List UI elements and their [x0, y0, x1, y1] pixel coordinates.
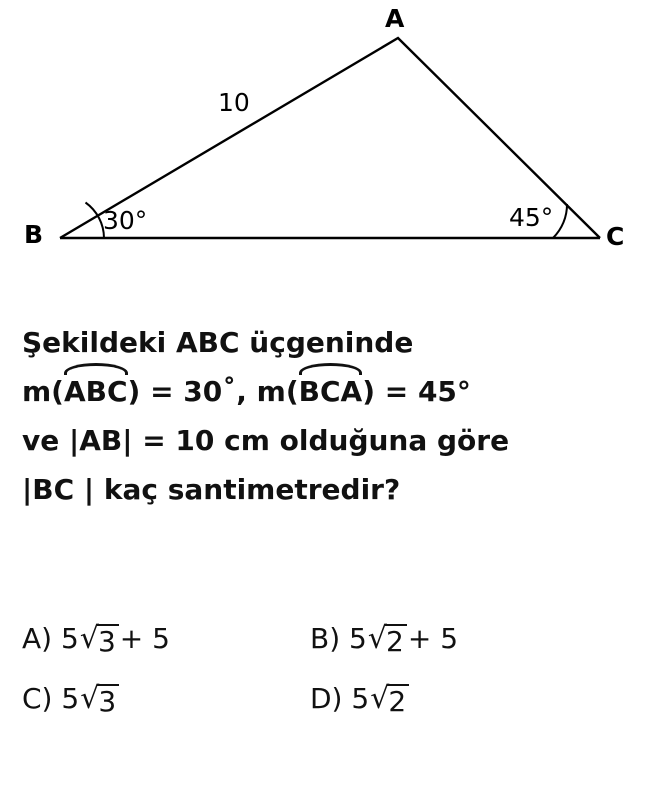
option-a-coefficient: 5	[60, 622, 79, 655]
question-line-2	[22, 367, 632, 416]
angle-bca-notation	[299, 367, 363, 416]
option-a-tail: + 5	[119, 622, 170, 655]
answer-options	[22, 622, 632, 742]
question-line2-prefix: m(	[22, 375, 64, 408]
option-b-radical	[367, 621, 407, 658]
vertex-label-a: A	[385, 4, 405, 33]
option-d-radicand: 2	[387, 684, 409, 717]
options-row-1	[22, 622, 632, 682]
angle-abc-notation	[64, 367, 128, 416]
question-line-1: Şekildeki ABC üçgeninde	[22, 326, 414, 359]
radical-sign-icon: √	[367, 621, 387, 656]
option-b-radicand: 2	[385, 624, 407, 657]
option-d-coefficient: 5	[351, 682, 370, 715]
vertex-label-c: C	[606, 222, 625, 251]
angle-arc-c	[553, 204, 567, 238]
radical-sign-icon: √	[370, 681, 390, 716]
option-b[interactable]	[310, 622, 458, 657]
option-a[interactable]	[22, 622, 310, 657]
option-c[interactable]	[22, 682, 310, 717]
option-d-label: D)	[310, 682, 343, 715]
option-b-tail: + 5	[407, 622, 459, 655]
question-line2-middle: ) = 30˚, m(	[127, 375, 299, 408]
angle-bca-letters: BCA	[298, 375, 363, 408]
option-c-radicand: 3	[97, 684, 119, 717]
angle-measure-c: 45°	[509, 203, 554, 232]
triangle-svg	[0, 0, 648, 285]
option-d-radical	[370, 681, 409, 718]
option-d[interactable]	[310, 682, 410, 717]
triangle-figure	[0, 0, 648, 285]
angle-measure-b: 30°	[103, 206, 148, 235]
option-c-label: C)	[22, 682, 53, 715]
option-c-coefficient: 5	[61, 682, 80, 715]
question-text	[22, 318, 632, 514]
radical-sign-icon: √	[79, 621, 99, 656]
question-line2-suffix: ) = 45°	[362, 375, 471, 408]
option-b-coefficient: 5	[349, 622, 367, 655]
radical-sign-icon: √	[80, 681, 100, 716]
option-b-label: B)	[310, 622, 341, 655]
angle-abc-letters: ABC	[63, 375, 128, 408]
option-a-radical	[79, 621, 119, 658]
side-length-ab: 10	[218, 88, 250, 117]
option-a-radicand: 3	[97, 624, 119, 657]
question-line-4: |BC | kaç santimetredir?	[22, 473, 401, 506]
options-row-2	[22, 682, 632, 742]
vertex-label-b: B	[24, 220, 44, 249]
question-line-3: ve |AB| = 10 cm olduğuna göre	[22, 424, 510, 457]
option-c-radical	[80, 681, 119, 718]
option-a-label: A)	[22, 622, 53, 655]
